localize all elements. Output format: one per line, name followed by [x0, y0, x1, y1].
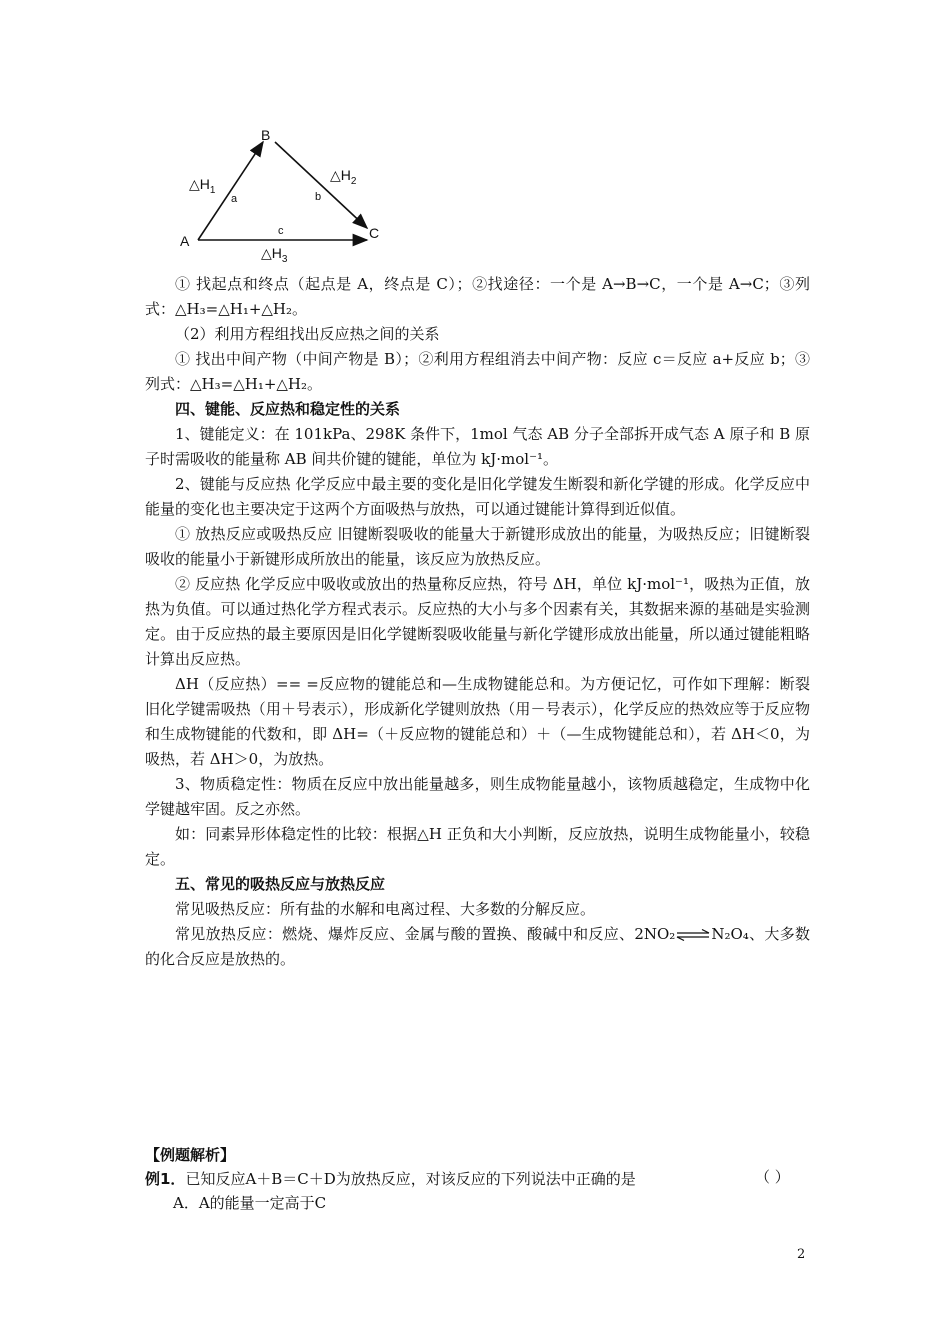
- hess-law-diagram: [170, 122, 390, 272]
- delta-h3-label: $\triangle H_3$: [261, 245, 288, 265]
- paragraph-exo-endo: ① 放热反应或吸热反应 旧键断裂吸收的能量大于新键形成放出的能量，为吸热反应；旧键断裂吸收的能量小于新键形成所放出的能量，该反应为放热反应。: [145, 525, 810, 568]
- edge-label-a: a: [231, 193, 238, 205]
- example-section-title: 【例题解析】: [145, 1146, 236, 1164]
- node-b: B: [261, 127, 271, 143]
- example-question: [145, 1167, 810, 1191]
- delta-h1-label: $\triangle H_1$: [189, 176, 216, 196]
- edge-label-c: c: [278, 225, 284, 237]
- node-a: A: [180, 233, 190, 249]
- section-heading-4: 四、键能、反应热和稳定性的关系: [175, 400, 401, 418]
- example-label: 例1．: [145, 1170, 186, 1188]
- edge-label-b: b: [315, 191, 322, 203]
- paragraph-bond-energy-definition: 1、键能定义：在 101kPa、298K 条件下，1mol 气态 AB 分子全部拆开成气态 A 原子和 B 原子时需吸收的能量称 AB 间共价键的键能，单位为 kJ·mol⁻¹。: [145, 425, 810, 468]
- example-section: [145, 1143, 810, 1215]
- body-text: [145, 272, 810, 972]
- paragraph-allotrope: 如：同素异形体稳定性的比较：根据△H 正负和大小判断，反应放热，说明生成物能量小，较稳定。: [145, 825, 810, 868]
- example-option-a: A．A的能量一定高于C: [173, 1194, 327, 1212]
- paragraph-bond-energy-reaction-heat: 2、键能与反应热 化学反应中最主要的变化是旧化学键发生断裂和新化学键的形成。化学反应中能量的变化也主要决定于这两个方面吸热与放热，可以通过键能计算得到近似值。: [145, 475, 810, 518]
- paragraph-intermediate: ① 找出中间产物（中间产物是 B）；②利用方程组消去中间产物：反应 c＝反应 a+反应 b；③列式：△H₃=△H₁+△H₂。: [145, 350, 810, 393]
- example-question-text: 已知反应A＋B＝C＋D为放热反应，对该反应的下列说法中正确的是: [185, 1170, 636, 1188]
- delta-h2-label: $\triangle H_2$: [330, 167, 357, 187]
- paragraph-endothermic: 常见吸热反应：所有盐的水解和电离过程、大多数的分解反应。: [175, 900, 596, 918]
- paragraph-find-path: ① 找起点和终点（起点是 A，终点是 C）；②找途径：一个是 A→B→C，一个是 A→C；③列式：△H₃=△H₁+△H₂。: [145, 275, 810, 318]
- node-c: C: [369, 225, 380, 241]
- paragraph-reaction-heat: ② 反应热 化学反应中吸收或放出的热量称反应热，符号 ΔH，单位 kJ·mol⁻¹，吸热为正值，放热为负值。可以通过热化学方程式表示。反应热的大小与多个因素有关，其数据来源的基础是实验测定。由于反应热的最主要原因是旧化学键断裂吸收能量与新化学键形成放出能量，所以通过键能粗略计算出反应热。: [145, 575, 810, 668]
- page-number: 2: [797, 1247, 806, 1262]
- answer-bracket: （ ）: [755, 1168, 790, 1186]
- paragraph-exothermic: 常见放热反应：燃烧、爆炸反应、金属与酸的置换、酸碱中和反应、2NO₂ N₂O₄、大多数的化合反应是放热的。: [145, 925, 811, 968]
- equilibrium-arrow-icon: [675, 929, 711, 941]
- paragraph-delta-h-formula: ΔH（反应热）== =反应物的键能总和—生成物键能总和。为方便记忆，可作如下理解：断裂旧化学键需吸热（用＋号表示），形成新化学键则放热（用－号表示），化学反应的热效应等于反应物和生成物键能的代数和，即 ΔH=（＋反应物的键能总和）＋（—生成物键能总和），若 ΔH＜0，为吸热，若 ΔH＞0，为放热。: [145, 675, 810, 768]
- section-heading-5: 五、常见的吸热反应与放热反应: [175, 875, 386, 893]
- paragraph-stability: 3、物质稳定性：物质在反应中放出能量越多，则生成物能量越小，该物质越稳定，生成物中化学键越牢固。反之亦然。: [145, 775, 810, 818]
- paragraph-equation-method: （2）利用方程组找出反应热之间的关系: [175, 325, 440, 343]
